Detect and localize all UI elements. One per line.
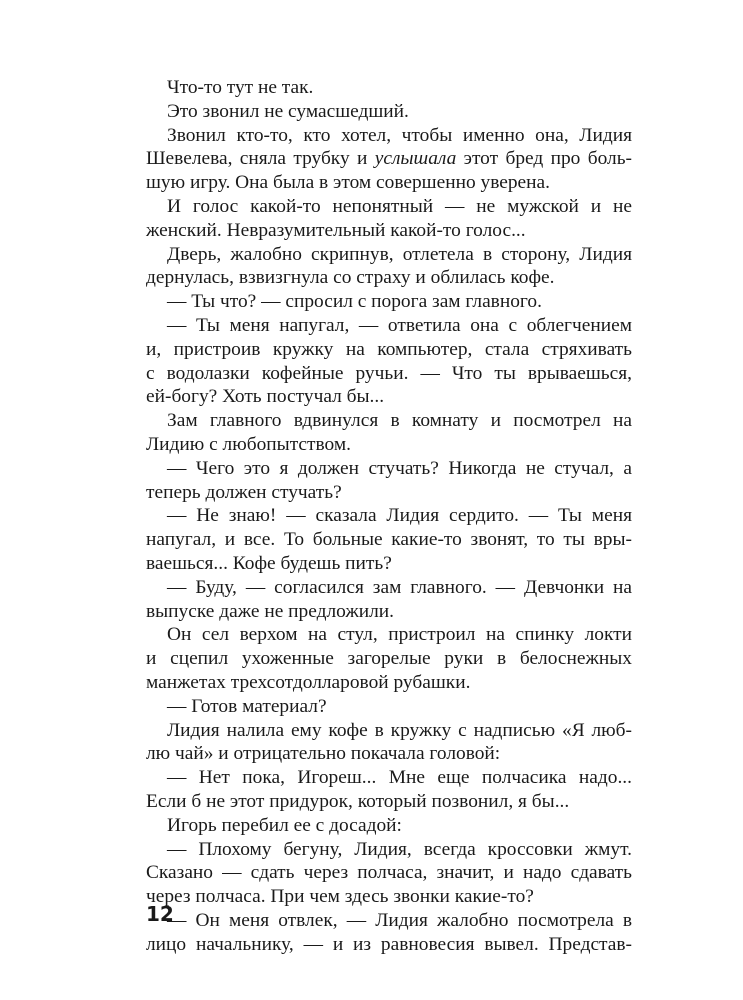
text-line: ей-богу? Хоть постучал бы... xyxy=(146,386,385,408)
text-line: — Ты что? — спросил с порога зам главного. xyxy=(167,291,542,313)
text-line: Сказано — сдать через полчаса, значит, и надо сдавать xyxy=(146,862,632,884)
text-line: — Он меня отвлек, — Лидия жалобно посмотрела в xyxy=(167,909,632,931)
text-line: манжетах трехсотдолларовой рубашки. xyxy=(146,671,471,693)
text-line: — Буду, — согласился зам главного. — Девчонки на xyxy=(167,576,632,598)
text-line: Игорь перебил ее с досадой: xyxy=(167,814,402,836)
text-line: Это звонил не сумасшедший. xyxy=(167,100,409,122)
page-number: 12 xyxy=(146,902,174,926)
text-line: — Готов материал? xyxy=(167,695,327,717)
text-line: лю чай» и отрицательно покачала головой: xyxy=(146,743,501,765)
text-line: Что-то тут не так. xyxy=(167,77,314,98)
text-line: И голос какой-то непонятный — не мужской и не xyxy=(167,195,632,217)
text-line: выпуске даже не предложили. xyxy=(146,600,395,622)
text-line: Дверь, жалобно скрипнув, отлетела в сторону, Лидия xyxy=(167,243,632,265)
text-line: Шевелева, сняла трубку и услышала этот бред про боль- xyxy=(146,148,632,170)
text-line: — Чего это я должен стучать? Никогда не стучал, а xyxy=(167,457,632,479)
page-text xyxy=(146,76,632,956)
text-line: — Плохому бегуну, Лидия, всегда кроссовки жмут. xyxy=(167,838,632,860)
text-line: Лидию с любопытством. xyxy=(146,433,351,455)
text-line: ваешься... Кофе будешь пить? xyxy=(146,552,392,574)
text-line: Если б не этот придурок, который позвонил, я бы... xyxy=(146,790,570,812)
text-line: шую игру. Она была в этом совершенно уверена. xyxy=(146,172,550,194)
text-line: Он сел верхом на стул, пристроил на спинку локти xyxy=(167,624,632,646)
text-line: дернулась, взвизгнула со страху и облилась кофе. xyxy=(146,267,555,289)
text-line: и, пристроив кружку на компьютер, стала стряхивать xyxy=(146,338,632,360)
text-line: теперь должен стучать? xyxy=(146,481,342,503)
text-line: — Ты меня напугал, — ответила она с облегчением xyxy=(167,314,632,336)
text-line: напугал, и все. То больные какие-то звонят, то ты вры- xyxy=(146,529,632,551)
text-line: Зам главного вдвинулся в комнату и посмотрел на xyxy=(167,410,632,432)
text-line: и сцепил ухоженные загорелые руки в белоснежных xyxy=(146,648,632,670)
text-line: женский. Невразумительный какой-то голос... xyxy=(146,219,526,241)
text-line: через полчаса. При чем здесь звонки какие-то? xyxy=(146,886,534,908)
text-line: — Не знаю! — сказала Лидия сердито. — Ты меня xyxy=(167,505,632,527)
text-line: Звонил кто-то, кто хотел, чтобы именно она, Лидия xyxy=(167,124,632,146)
text-line: — Нет пока, Игореш... Мне еще полчасика надо... xyxy=(167,767,632,789)
text-line: с водолазки кофейные ручьи. — Что ты врываешься, xyxy=(146,362,632,384)
text-line: Лидия налила ему кофе в кружку с надписью «Я люб- xyxy=(167,719,632,741)
text-line: лицо начальнику, — и из равновесия вывел. Представ- xyxy=(146,933,632,955)
